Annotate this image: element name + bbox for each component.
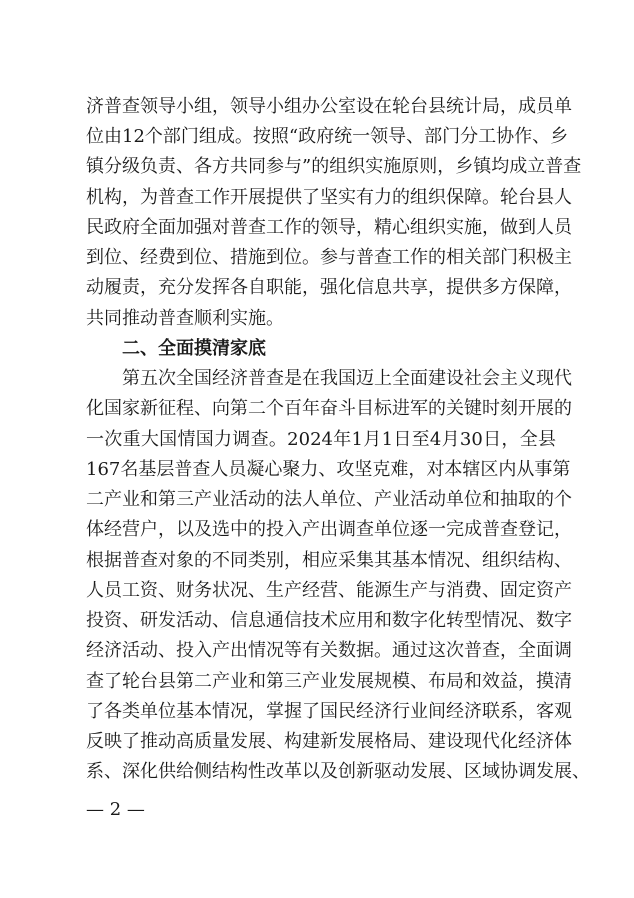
section-heading: 二、全面摸清家底 [122,338,266,359]
paragraph-line: 体经营户，以及选中的投入产出调查单位逐一完成普查登记， [86,519,572,540]
paragraph-line: 反映了推动高质量发展、构建新发展格局、建设现代化经济体 [86,731,572,752]
page-number: — 2 — [86,799,145,820]
paragraph-line: 投资、研发活动、信息通信技术应用和数字化转型情况、数字 [86,610,572,631]
paragraph-line: 了各类单位基本情况，掌握了国民经济行业间经济联系，客观 [86,701,572,722]
paragraph-line: 镇分级负责、各方共同参与”的组织实施原则，乡镇均成立普查 [86,156,582,177]
paragraph-line: 机构，为普查工作开展提供了坚实有力的组织保障。轮台县人 [86,187,572,208]
paragraph-line: 一次重大国情国力调查。2024年1月1日至4月30日，全县 [86,429,556,450]
paragraph-line: 化国家新征程、向第二个百年奋斗目标进军的关键时刻开展的 [86,398,572,419]
paragraph-line: 根据普查对象的不同类别，相应采集其基本情况、组织结构、 [86,550,572,571]
paragraph-line: 共同推动普查顺利实施。 [86,308,284,329]
paragraph-line: 到位、经费到位、措施到位。参与普查工作的相关部门积极主 [86,247,572,268]
paragraph-line: 二产业和第三产业活动的法人单位、产业活动单位和抽取的个 [86,489,572,510]
paragraph-line: 济普查领导小组，领导小组办公室设在轮台县统计局，成员单 [86,96,572,117]
paragraph-line: 第五次全国经济普查是在我国迈上全面建设社会主义现代 [122,368,572,389]
paragraph-line: 人员工资、财务状况、生产经营、能源生产与消费、固定资产 [86,580,572,601]
paragraph-line: 位由12个部门组成。按照“政府统一领导、部门分工协作、乡 [86,126,569,147]
paragraph-line: 系、深化供给侧结构性改革以及创新驱动发展、区域协调发展、 [86,761,590,782]
paragraph-line: 动履责，充分发挥各自职能，强化信息共享，提供多方保障， [86,277,572,298]
paragraph-line: 民政府全面加强对普查工作的领导，精心组织实施，做到人员 [86,217,572,238]
paragraph-line: 167名基层普查人员凝心聚力、攻坚克难，对本辖区内从事第 [86,459,571,480]
paragraph-line: 经济活动、投入产出情况等有关数据。通过这次普查，全面调 [86,640,572,661]
paragraph-line: 查了轮台县第二产业和第三产业发展规模、布局和效益，摸清 [86,671,572,692]
